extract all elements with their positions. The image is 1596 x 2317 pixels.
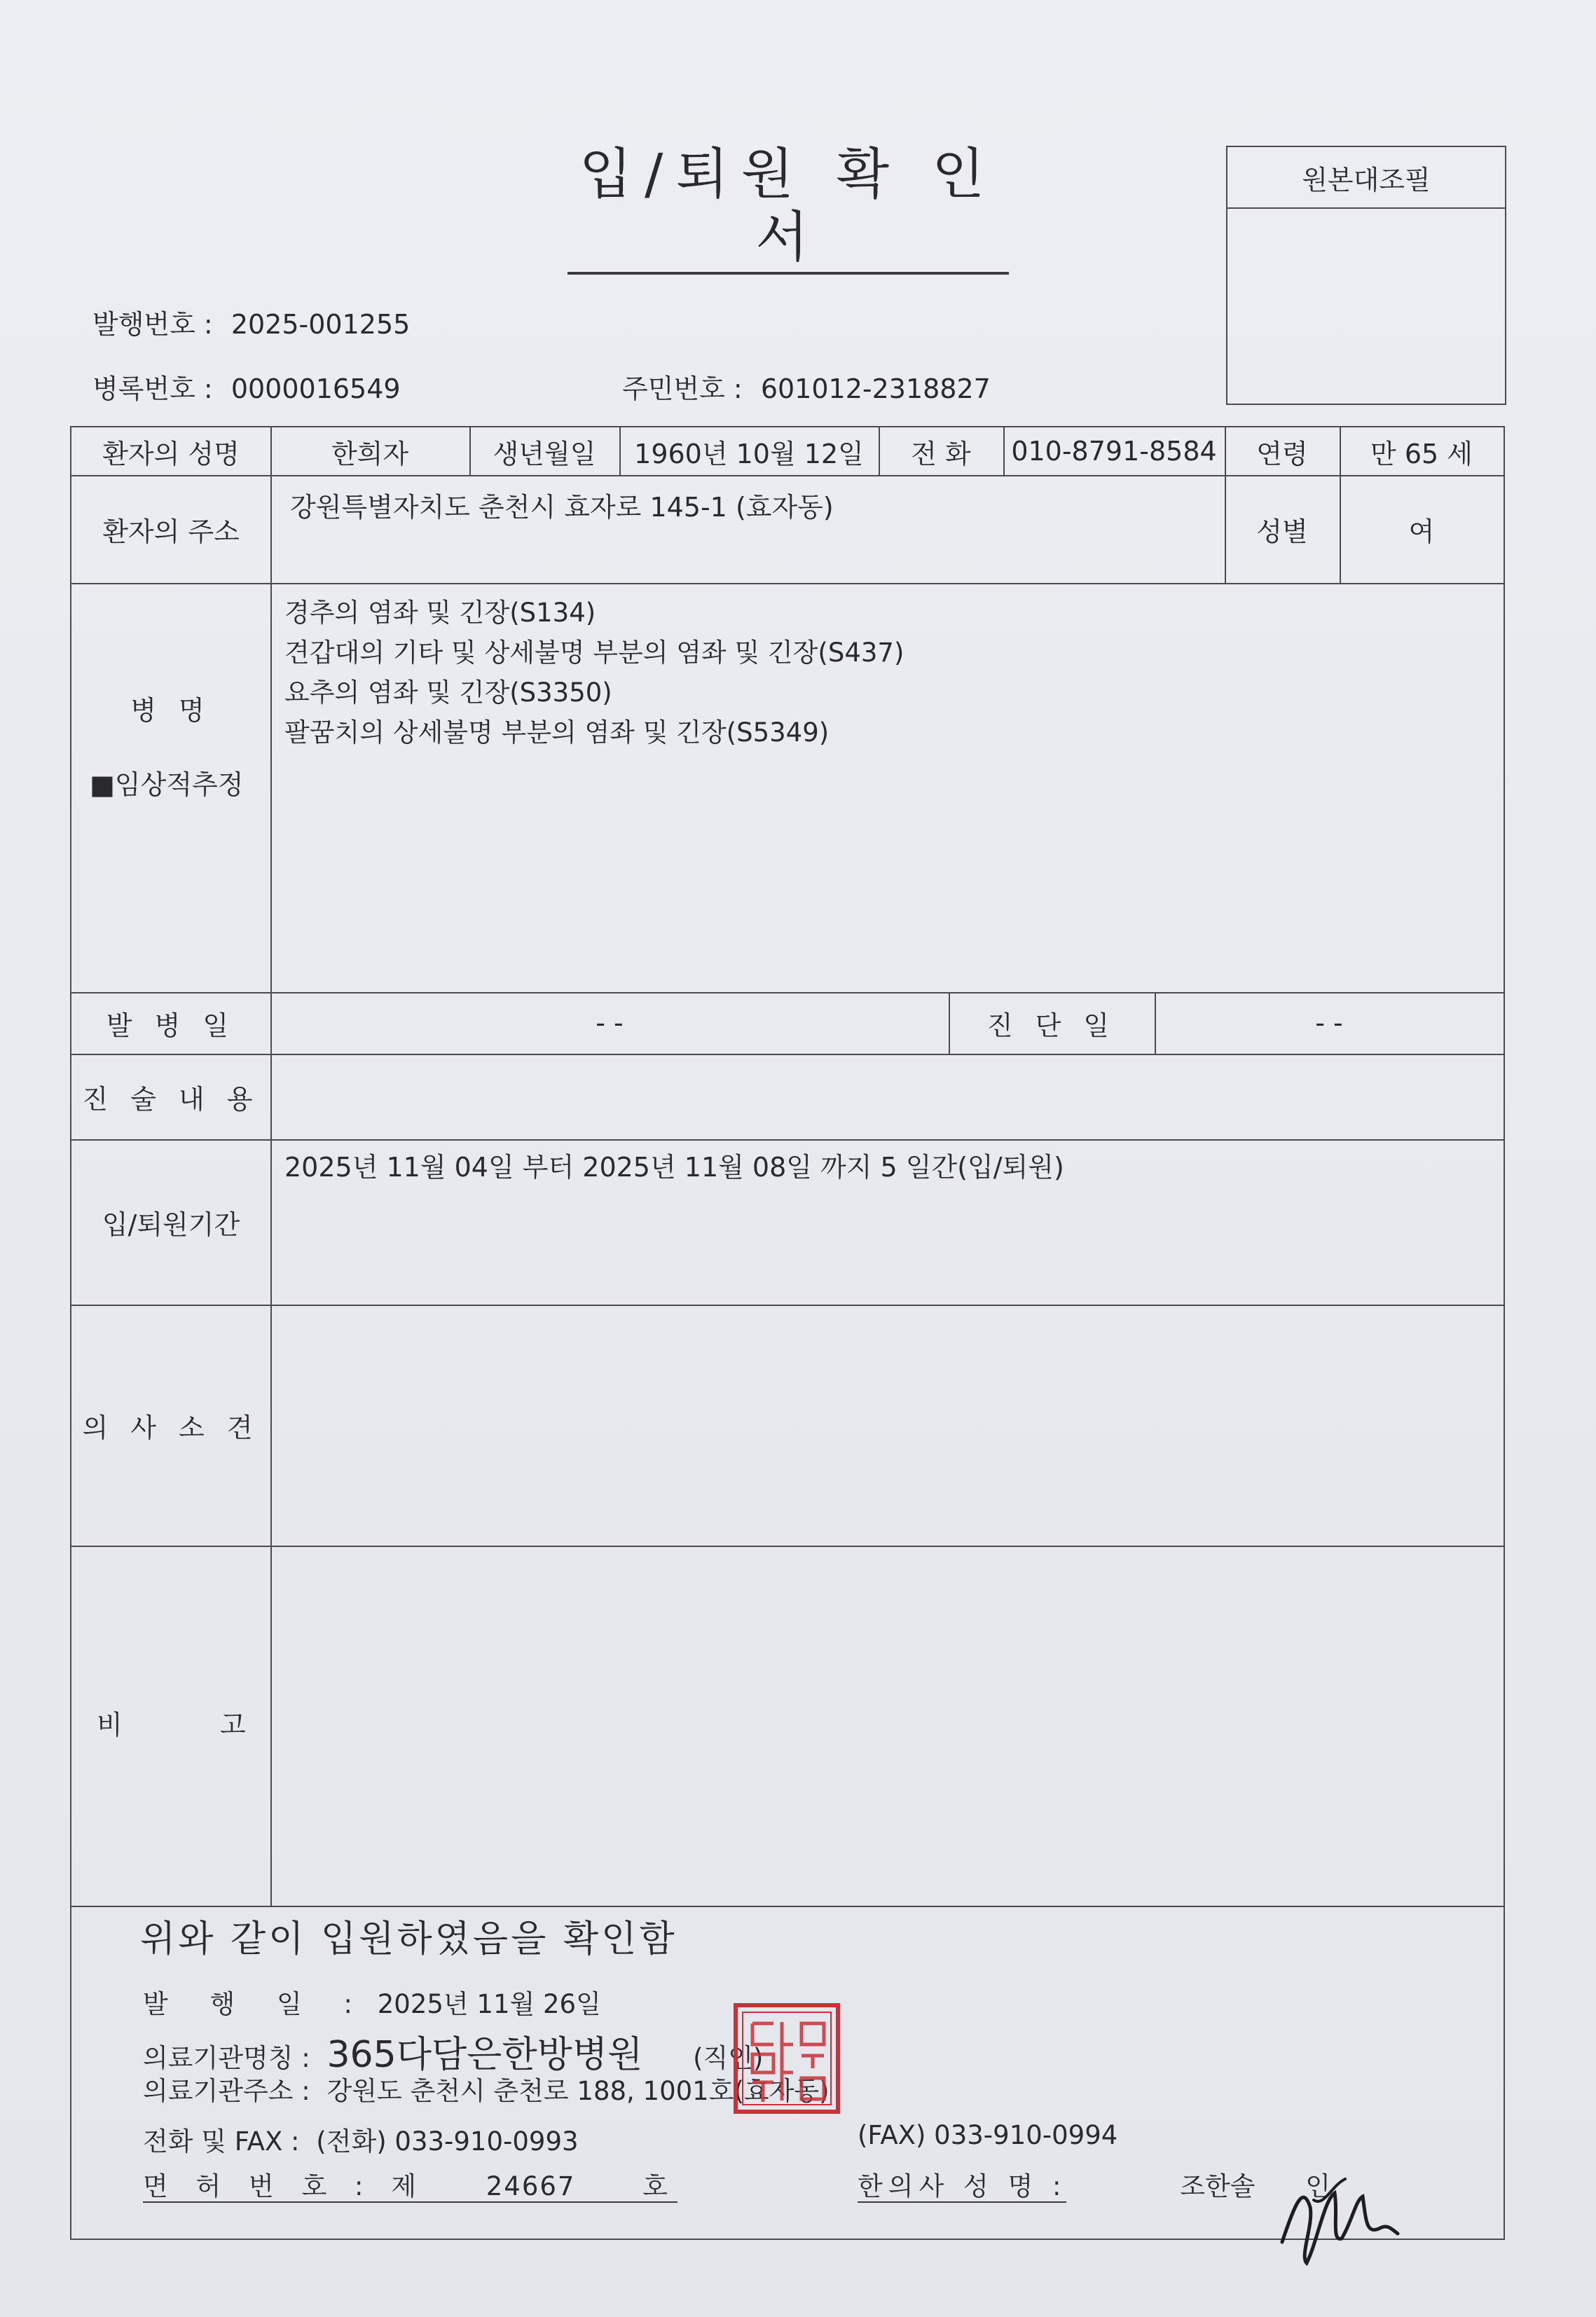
diagnosis-label: 병 명 (130, 694, 212, 726)
record-number-value: 0000016549 (231, 373, 401, 404)
patient-address-value: 강원특별자치도 춘천시 효자로 145-1 (효자동) (290, 491, 834, 523)
license-number-suffix: 호 (642, 2171, 677, 2201)
fax-value: (FAX) 033-910-0994 (858, 2120, 1118, 2150)
phone-value: 010-8791-8584 (1011, 436, 1217, 467)
admission-period-label: 입/퇴원기간 (102, 1209, 240, 1240)
license-number-value: 24667 (486, 2171, 576, 2201)
record-number (92, 367, 401, 406)
license-number-line (143, 2171, 677, 2203)
tel-fax-label: 전화 및 FAX : (143, 2126, 300, 2157)
diagnosis-date-label: 진 단 일 (986, 1010, 1117, 1041)
resident-number (622, 367, 991, 406)
issue-date-label: 발 행 일 : (143, 1989, 369, 2019)
seal-mark-text: (직인) (693, 2043, 764, 2073)
diagnosis-item: 견갑대의 기타 및 상세불명 부분의 염좌 및 긴장(S437) (284, 638, 904, 668)
original-verified-box (1226, 146, 1506, 405)
license-number (143, 2165, 677, 2203)
diagnosis-list (284, 593, 1475, 752)
statement-value (284, 1054, 1475, 1139)
age-value: 만 65 세 (1370, 438, 1473, 469)
doctor-name (858, 2165, 1330, 2203)
diagnosis-item: 경추의 염좌 및 긴장(S134) (284, 598, 596, 628)
onset-date-value: - - (596, 1008, 624, 1038)
institution-name-label: 의료기관명칭 : (143, 2043, 310, 2073)
tel-fax (143, 2120, 579, 2158)
sex-label: 성별 (1256, 516, 1308, 547)
hospital-seal-icon (733, 2002, 841, 2115)
tel-value: (전화) 033-910-0993 (316, 2126, 579, 2157)
doctor-opinion-label: 의 사 소 견 (82, 1412, 260, 1443)
original-verified-label: 원본대조필 (1227, 147, 1505, 209)
birth-date-label: 생년월일 (493, 438, 596, 469)
issue-number-label: 발행번호 : (92, 309, 213, 340)
statement-label: 진 술 내 용 (82, 1083, 260, 1115)
issue-number (92, 303, 410, 341)
doctor-name-suffix: 인 (1305, 2171, 1330, 2201)
resident-number-value: 601012-2318827 (760, 373, 991, 404)
clinical-estimate-label: ■임상적추정 (90, 769, 244, 800)
patient-name-label: 환자의 성명 (102, 438, 240, 469)
issue-number-value: 2025-001255 (231, 309, 411, 340)
remarks-label-right: 고 (220, 1709, 246, 1740)
signature-icon (1275, 2158, 1401, 2270)
phone-label: 전 화 (911, 438, 971, 469)
patient-address-label: 환자의 주소 (102, 516, 240, 547)
patient-name-value: 한희자 (331, 438, 409, 469)
doctor-name-value: 조한솔 (1180, 2171, 1256, 2201)
diagnosis-date-value: - - (1315, 1008, 1343, 1038)
diagnosis-item: 팔꿈치의 상세불명 부분의 염좌 및 긴장(S5349) (284, 717, 830, 748)
institution-address-label: 의료기관주소 : (143, 2076, 310, 2106)
institution-address (143, 2070, 830, 2108)
confirmation-statement: 위와 같이 입원하였음을 확인함 (140, 1918, 677, 1960)
resident-number-label: 주민번호 : (622, 373, 743, 404)
admission-period-value: 2025년 11월 04일 부터 2025년 11월 08일 까지 5 일간(입/퇴원) (284, 1151, 1064, 1183)
confirmation-form-table (70, 426, 1505, 2240)
remarks-value (284, 1546, 1475, 1906)
institution-name-value: 365다담은한방병원 (326, 2034, 643, 2076)
diagnosis-item: 요추의 염좌 및 긴장(S3350) (284, 678, 612, 708)
issue-date (143, 1983, 601, 2021)
license-number-label: 면 허 번 호 : 제 (143, 2171, 426, 2201)
birth-date-value: 1960년 10월 12일 (634, 438, 864, 469)
sex-value: 여 (1408, 516, 1435, 547)
remarks-label-left: 비 (97, 1709, 123, 1740)
issue-date-value: 2025년 11월 26일 (377, 1989, 601, 2019)
record-number-label: 병록번호 : (92, 373, 213, 404)
doctor-name-label: 한의사 성 명 : (858, 2171, 1067, 2201)
institution-address-value: 강원도 춘천시 춘천로 188, 1001호(효자동) (326, 2076, 830, 2106)
document-title: 입/퇴원 확 인 서 (567, 144, 1009, 275)
doctor-opinion-value (284, 1305, 1475, 1546)
age-label: 연령 (1256, 438, 1308, 469)
onset-date-label: 발 병 일 (106, 1010, 236, 1041)
